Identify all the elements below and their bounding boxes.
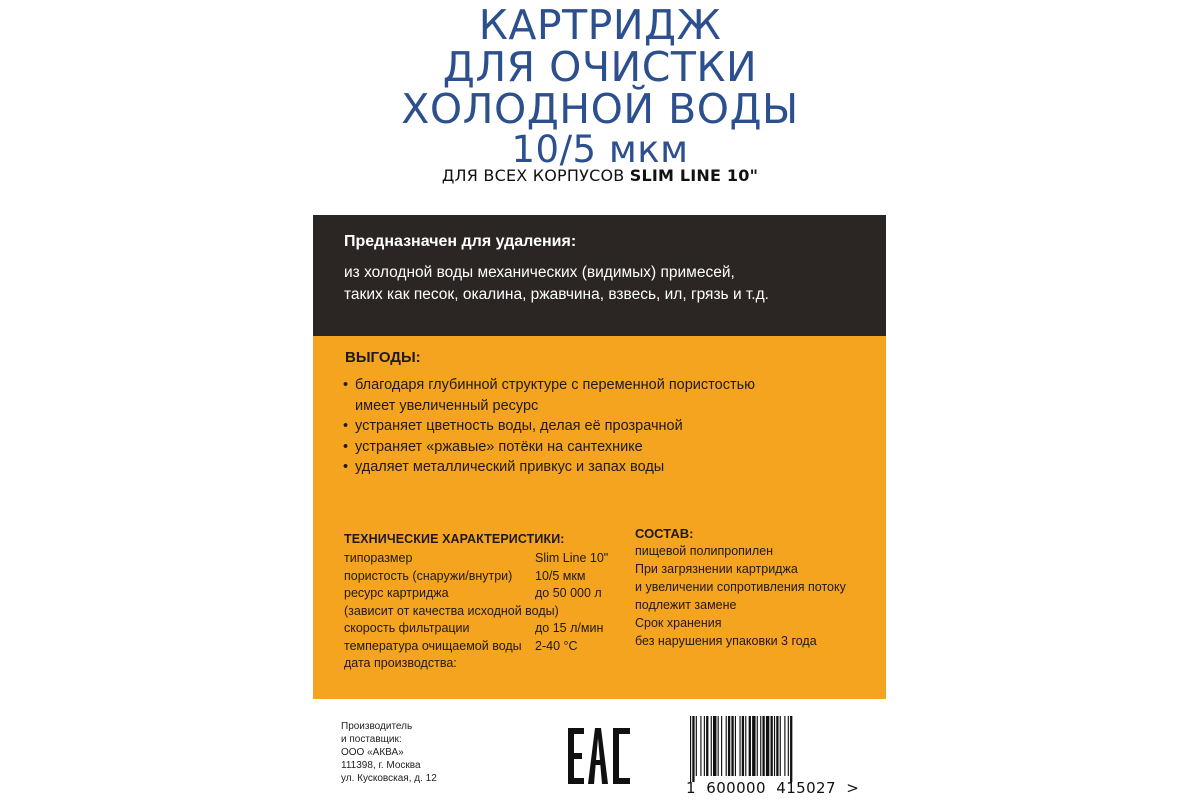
spec-row: ресурс картриджа до 50 000 л <box>344 586 602 600</box>
composition-line: и увеличении сопротивления потоку <box>635 580 846 594</box>
spec-row: температура очищаемой воды 2-40 °С <box>344 638 578 653</box>
barcode-bar <box>788 716 789 776</box>
benefit-item: • устраняет «ржавые» потёки на сантехнике <box>343 437 873 458</box>
barcode-bar <box>757 716 758 776</box>
title-line-3: ХОЛОДНОЙ ВОДЫ <box>401 85 799 133</box>
barcode-bar <box>776 716 778 776</box>
barcode-bar <box>696 716 697 776</box>
barcode-bar <box>760 716 761 776</box>
barcode-bar <box>739 716 740 776</box>
purpose-line-1: из холодной воды механических (видимых) примесей, <box>344 264 735 281</box>
barcode-bar <box>735 716 736 776</box>
spec-row: дата производства: <box>344 656 457 670</box>
barcode-bar <box>690 716 691 782</box>
barcode-number: 1 600000 415027 > <box>686 779 860 797</box>
composition-line: пищевой полипропилен <box>635 544 774 558</box>
barcode-bar <box>742 716 744 776</box>
purpose-text <box>344 262 884 306</box>
composition-heading: СОСТАВ: <box>635 526 694 541</box>
barcode-bar <box>718 716 719 776</box>
benefit-item: • удаляет металлический привкус и запах воды <box>343 457 873 478</box>
composition-line: подлежит замене <box>635 598 737 612</box>
specs-table <box>344 550 644 673</box>
barcode-bar <box>762 716 764 776</box>
specs-heading: ТЕХНИЧЕСКИЕ ХАРАКТЕРИСТИКИ: <box>344 532 565 546</box>
composition-text <box>635 542 875 650</box>
barcode-bar <box>774 716 775 776</box>
title-line-4: 10/5 мкм <box>511 128 689 171</box>
title-line-1: КАРТРИДЖ <box>478 1 722 49</box>
barcode-bar <box>721 716 722 776</box>
benefits-heading: ВЫГОДЫ: <box>345 349 421 366</box>
barcode-bar <box>728 716 730 776</box>
benefit-item: • благодаря глубинной структуре с переменной пористостью имеет увеличенный ресурс <box>343 375 873 416</box>
purpose-line-2: таких как песок, окалина, ржавчина, взвесь, ил, грязь и т.д. <box>344 286 769 303</box>
subtitle-prefix: ДЛЯ ВСЕХ КОРПУСОВ <box>441 166 630 185</box>
composition-line: При загрязнении картриджа <box>635 562 798 576</box>
barcode-bar <box>790 716 792 782</box>
barcode-bar <box>706 716 708 776</box>
benefit-item: • устраняет цветность воды, делая её прозрачной <box>343 416 873 437</box>
barcode-bar <box>771 716 773 776</box>
barcode-bar <box>713 716 716 776</box>
spec-row: скорость фильтрации до 15 л/мин <box>344 621 604 635</box>
composition-line: Срок хранения <box>635 616 722 630</box>
purpose-panel <box>313 215 886 336</box>
barcode-bar <box>749 716 751 776</box>
barcode-bar <box>692 716 694 782</box>
barcode-bar <box>704 716 705 776</box>
composition-line: без нарушения упаковки 3 года <box>635 634 817 648</box>
barcode-bar <box>745 716 746 776</box>
eac-mark-icon <box>568 728 630 784</box>
manufacturer-info <box>341 720 437 785</box>
barcode-bar <box>711 716 712 776</box>
maker-line: 111398, г. Москва <box>341 760 421 771</box>
barcode-bar <box>731 716 733 776</box>
spec-row: типоразмер Slim Line 10" <box>344 551 609 565</box>
subtitle-model: SLIM LINE 10" <box>629 166 759 185</box>
barcode-bar <box>780 716 781 776</box>
barcode-bar <box>752 716 755 776</box>
barcode-bar <box>726 716 727 776</box>
title-line-2: ДЛЯ ОЧИСТКИ <box>442 43 758 91</box>
spec-row: (зависит от качества исходной воды) <box>344 603 559 618</box>
maker-line: ул. Кусковская, д. 12 <box>341 773 437 784</box>
details-panel <box>313 336 886 699</box>
maker-line: ООО «АКВА» <box>341 747 404 758</box>
maker-line: Производитель <box>341 721 413 732</box>
barcode-bar <box>784 716 785 776</box>
product-title <box>0 0 1200 170</box>
benefits-list <box>343 375 873 478</box>
subtitle <box>0 166 1200 185</box>
barcode-icon <box>688 716 848 782</box>
barcode-bar <box>766 716 769 776</box>
purpose-heading: Предназначен для удаления: <box>344 233 577 250</box>
maker-line: и поставщик: <box>341 734 402 745</box>
barcode-bar <box>700 716 701 776</box>
spec-row: пористость (снаружи/внутри) 10/5 мкм <box>344 568 586 583</box>
